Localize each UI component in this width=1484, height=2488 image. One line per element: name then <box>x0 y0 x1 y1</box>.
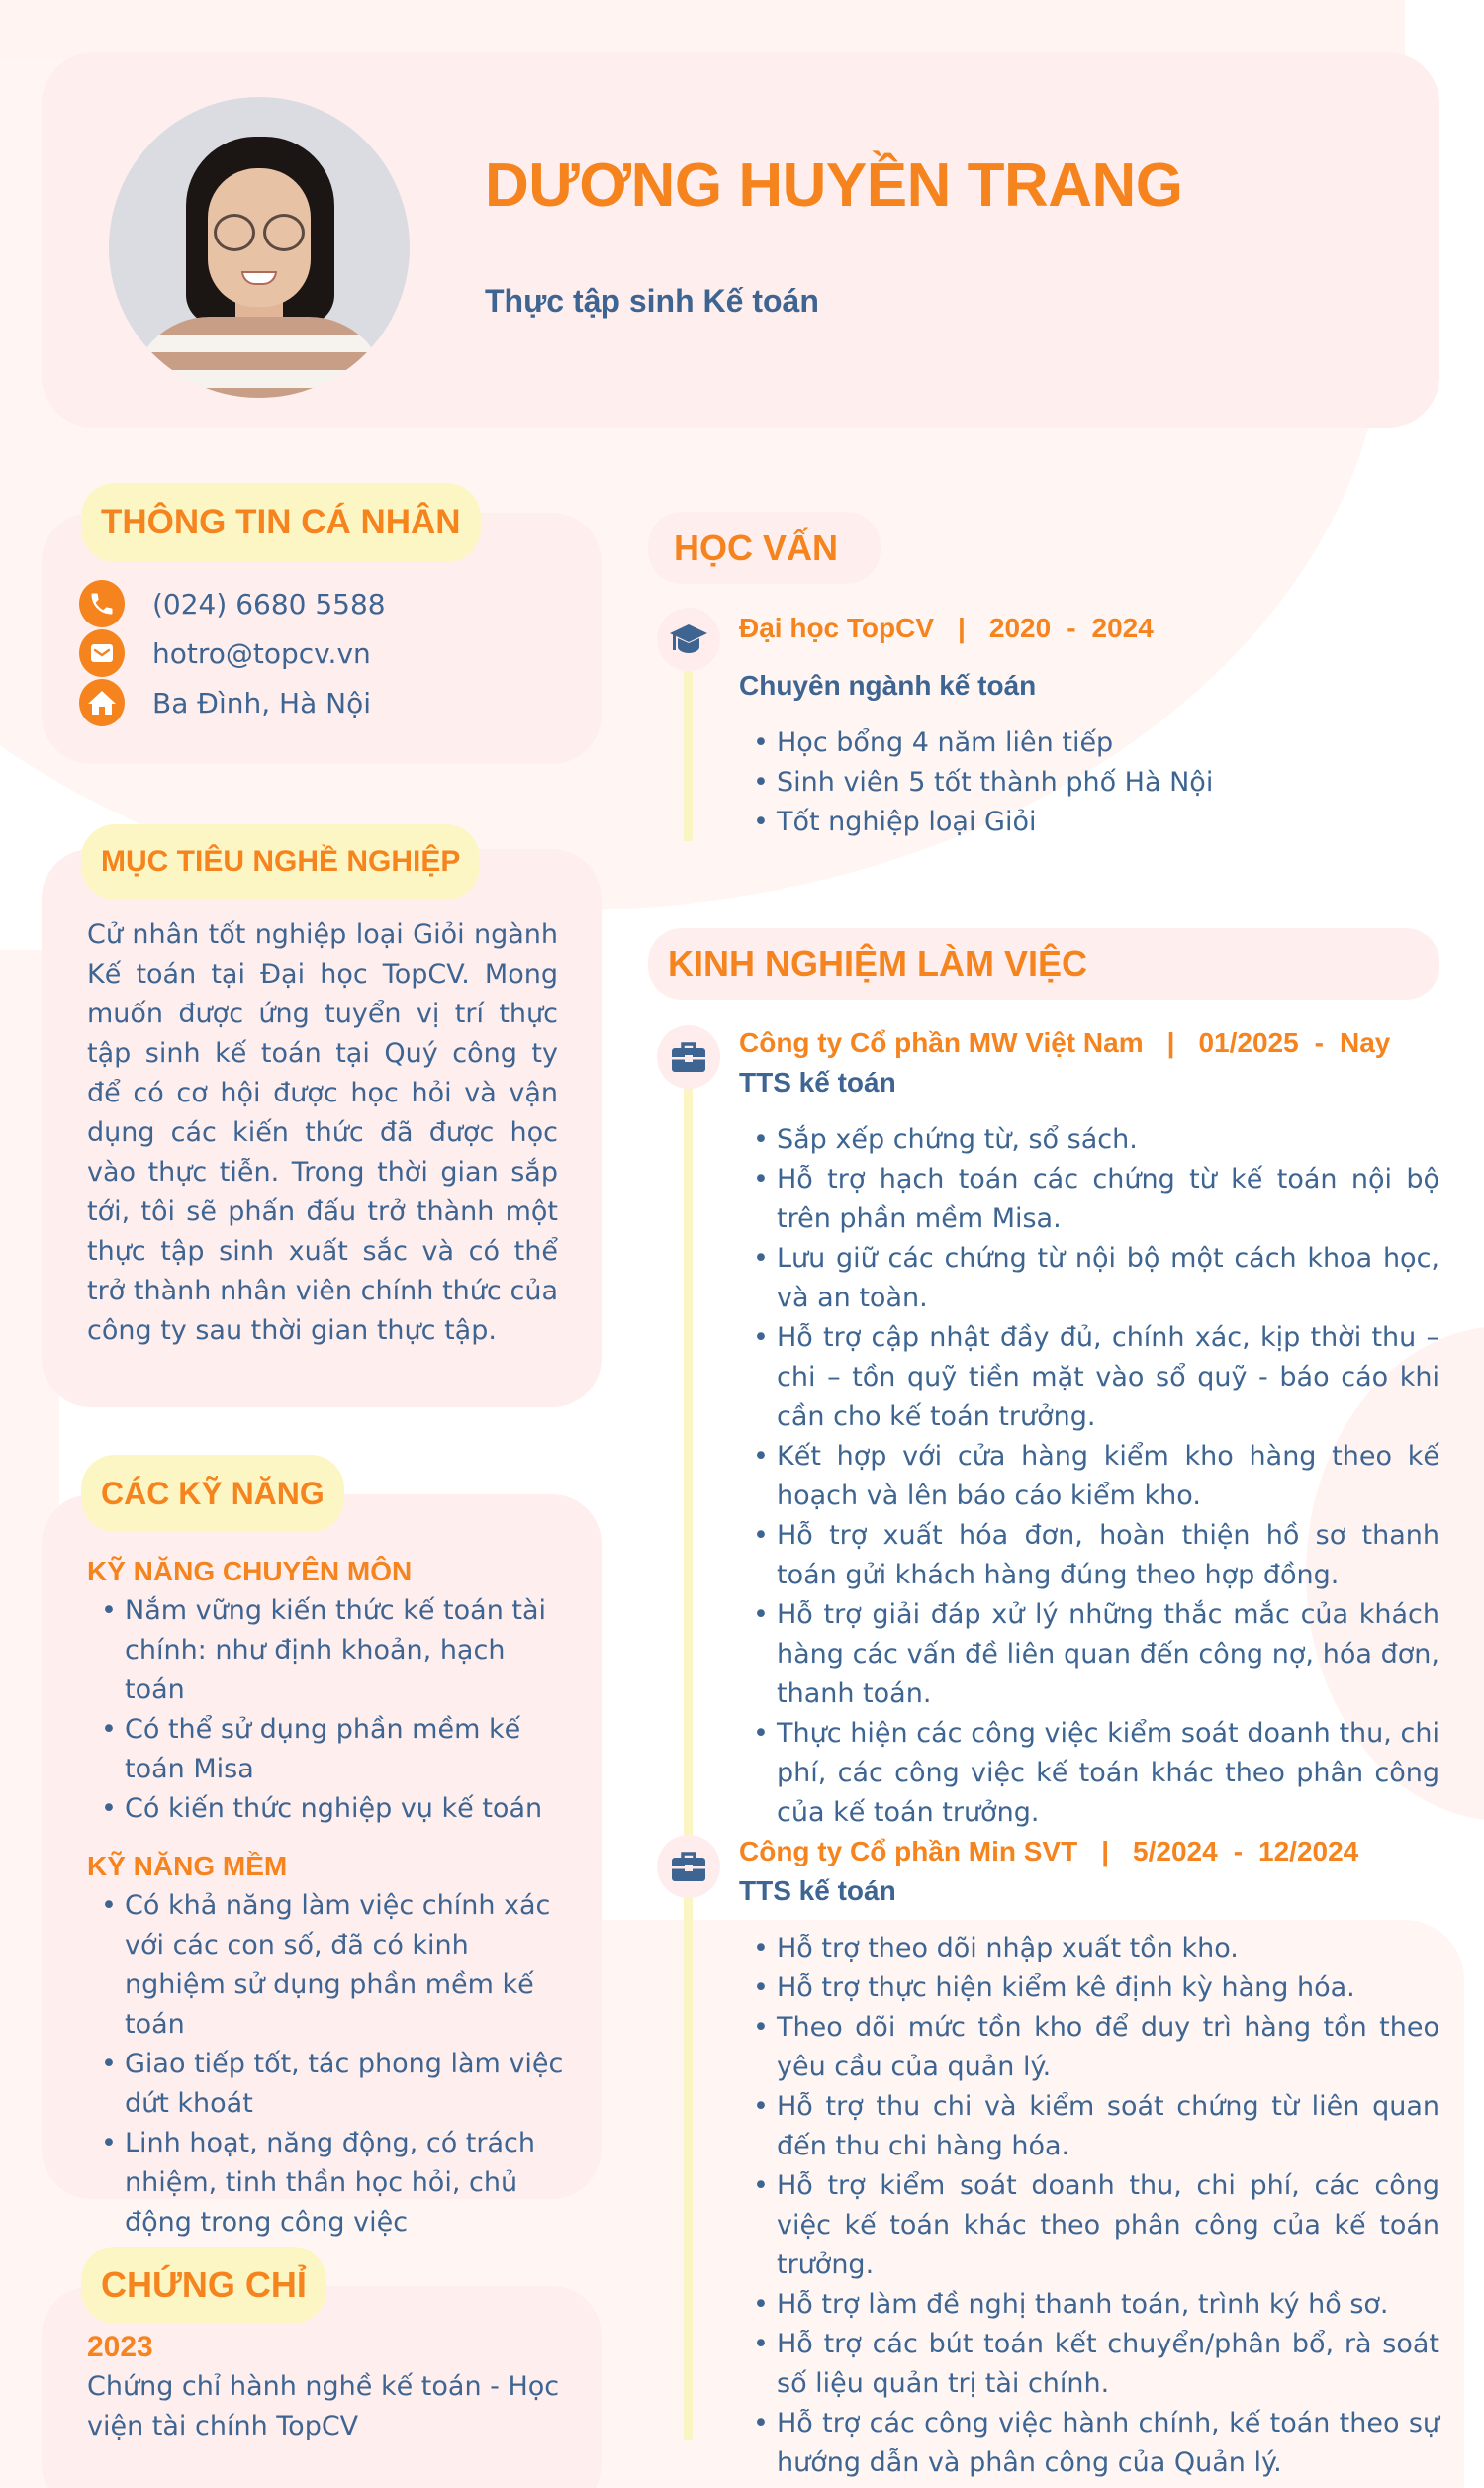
graduation-cap-icon <box>669 622 708 656</box>
list-item: • Hỗ trợ các bút toán kết chuyển/phân bổ, rà soát số liệu quản trị tài chính. <box>739 2325 1439 2404</box>
company-name: Công ty Cổ phần Min SVT <box>739 1836 1078 1866</box>
education-icon-badge <box>657 608 720 671</box>
experience-timeline-line <box>684 1069 693 2440</box>
contact-phone-value: (024) 6680 5588 <box>152 587 386 621</box>
separator: | <box>1101 1836 1110 1866</box>
list-item: • Hỗ trợ thực hiện kiểm kê định kỳ hàng hóa. <box>739 1968 1439 2008</box>
date-dash: - <box>1233 1836 1244 1866</box>
experience-entry-header <box>739 1023 1439 1063</box>
home-icon <box>79 679 125 726</box>
contact-email-value: hotro@topcv.vn <box>152 636 371 670</box>
certificate-year: 2023 <box>87 2331 153 2363</box>
start-date: 01/2025 <box>1198 1027 1299 1058</box>
list-item: • Hỗ trợ theo dõi nhập xuất tồn kho. <box>739 1929 1439 1968</box>
education-details <box>739 723 1439 842</box>
list-item: • Hỗ trợ giải đáp xử lý những thắc mắc của khách hàng các vấn đề liên quan đến công nợ, hóa đơn, thanh toán. <box>739 1595 1439 1714</box>
list-item: • Hỗ trợ xuất hóa đơn, hoàn thiện hồ sơ thanh toán gửi khách hàng đúng theo hợp đồng. <box>739 1516 1439 1595</box>
background-strip-top <box>0 0 1405 59</box>
contact-address-value: Ba Đình, Hà Nội <box>152 686 372 719</box>
list-item: • Hỗ trợ các công việc hành chính, kế toán theo sự hướng dẫn và phân công của Quản lý. <box>739 2404 1439 2483</box>
experience-details <box>739 1120 1439 1833</box>
list-item: • Sinh viên 5 tốt thành phố Hà Nội <box>739 763 1439 803</box>
school-name: Đại học TopCV <box>739 613 935 643</box>
separator: | <box>958 613 966 643</box>
list-item: • Có kiến thức nghiệp vụ kế toán <box>87 1789 572 1829</box>
end-date: 12/2024 <box>1258 1836 1359 1866</box>
list-item: • Hỗ trợ cập nhật đầy đủ, chính xác, kịp thời thu – chi – tồn quỹ tiền mặt vào sổ quỹ - báo cáo khi cần cho kế toán trưởng. <box>739 1318 1439 1437</box>
briefcase-icon <box>670 1850 707 1883</box>
contact-heading: THÔNG TIN CÁ NHÂN <box>81 483 481 562</box>
certificate-name: Chứng chỉ hành nghề kế toán - Học viện tài chính TopCV <box>87 2371 560 2441</box>
certificates-heading: CHỨNG CHỈ <box>81 2247 326 2324</box>
skills-group-title: KỸ NĂNG CHUYÊN MÔN <box>87 1556 413 1586</box>
experience-entry-header <box>739 1832 1439 1871</box>
list-item: • Theo dõi mức tồn kho để duy trì hàng tồn theo yêu cầu của quản lý. <box>739 2008 1439 2087</box>
list-item: • Sắp xếp chứng từ, sổ sách. <box>739 1120 1439 1160</box>
date-dash: - <box>1314 1027 1324 1058</box>
avatar-glasses-left <box>214 214 255 251</box>
date-dash: - <box>1067 613 1076 643</box>
education-entry-header <box>739 609 1439 648</box>
avatar-glasses-right <box>263 214 305 251</box>
list-item: • Tốt nghiệp loại Giỏi <box>739 803 1439 842</box>
experience-entry <box>739 1832 1439 2483</box>
email-icon <box>79 629 125 677</box>
end-year: 2024 <box>1091 613 1154 643</box>
contact-address <box>79 679 371 726</box>
list-item: • Hỗ trợ thu chi và kiểm soát chứng từ liên quan đến thu chi hàng hóa. <box>739 2087 1439 2166</box>
major: Chuyên ngành kế toán <box>739 670 1037 701</box>
list-item: • Linh hoạt, năng động, có trách nhiệm, tinh thần học hỏi, chủ động trong công việc <box>87 2124 572 2243</box>
list-item: • Có khả năng làm việc chính xác với các con số, đã có kinh nghiệm sử dụng phần mềm kế toán <box>87 1886 572 2045</box>
phone-icon <box>79 580 125 627</box>
list-item: • Nắm vững kiến thức kế toán tài chính: như định khoản, hạch toán <box>87 1591 572 1710</box>
job-role: TTS kế toán <box>739 1875 896 1906</box>
experience-heading: KINH NGHIỆM LÀM VIỆC <box>648 928 1439 1000</box>
avatar-shirt <box>131 317 388 398</box>
contact-phone <box>79 580 386 627</box>
experience-entry <box>739 1023 1439 1833</box>
certificate-item <box>87 2328 572 2446</box>
skills-list-soft <box>87 1886 572 2243</box>
list-item: • Thực hiện các công việc kiểm soát doanh thu, chi phí, các công việc kế toán khác theo phân công của kế toán trưởng. <box>739 1714 1439 1833</box>
candidate-name: DƯƠNG HUYỀN TRANG <box>485 151 1183 220</box>
education-heading: HỌC VẤN <box>648 512 881 584</box>
experience-icon-badge <box>657 1835 720 1898</box>
company-name: Công ty Cổ phần MW Việt Nam <box>739 1027 1144 1058</box>
list-item: • Hỗ trợ làm đề nghị thanh toán, trình ký hồ sơ. <box>739 2285 1439 2325</box>
experience-details <box>739 1929 1439 2483</box>
briefcase-icon <box>670 1040 707 1074</box>
list-item: • Giao tiếp tốt, tác phong làm việc dứt khoát <box>87 2045 572 2124</box>
list-item: • Hỗ trợ hạch toán các chứng từ kế toán nội bộ trên phần mềm Misa. <box>739 1160 1439 1239</box>
skills-group-title: KỸ NĂNG MỀM <box>87 1851 288 1881</box>
list-item: • Học bổng 4 năm liên tiếp <box>739 723 1439 763</box>
education-entry <box>739 609 1439 842</box>
candidate-title: Thực tập sinh Kế toán <box>485 283 819 319</box>
skills-heading: CÁC KỸ NĂNG <box>81 1455 344 1532</box>
start-year: 2020 <box>988 613 1052 643</box>
separator: | <box>1166 1027 1175 1058</box>
objective-heading: MỤC TIÊU NGHỀ NGHIỆP <box>81 824 480 900</box>
skills-list-professional <box>87 1591 572 1829</box>
start-date: 5/2024 <box>1133 1836 1218 1866</box>
experience-icon-badge <box>657 1025 720 1089</box>
objective-text: Cử nhân tốt nghiệp loại Giỏi ngành Kế toán tại Đại học TopCV. Mong muốn được ứng tuyển vị trí thực tập sinh kế toán tại Quý công ty để có cơ hội được học hỏi và vận dụng các kiến thức đã được học vào thực tiễn. Trong thời gian sắp tới, tôi sẽ phấn đấu trở thành một thực tập sinh xuất sắc và có thể trở thành nhân viên chính thức của công ty sau thời gian thực tập. <box>87 919 558 1346</box>
skills-body <box>87 1552 572 2260</box>
avatar <box>109 97 410 398</box>
list-item: • Kết hợp với cửa hàng kiểm kho hàng theo kế hoạch và lên báo cáo kiểm kho. <box>739 1437 1439 1516</box>
end-date: Nay <box>1340 1027 1391 1058</box>
job-role: TTS kế toán <box>739 1067 896 1098</box>
list-item: • Có thể sử dụng phần mềm kế toán Misa <box>87 1710 572 1789</box>
list-item: • Hỗ trợ kiểm soát doanh thu, chi phí, các công việc kế toán khác theo phân công của kế toán trưởng. <box>739 2166 1439 2285</box>
contact-email <box>79 629 371 677</box>
education-timeline-line <box>684 663 693 841</box>
list-item: • Lưu giữ các chứng từ nội bộ một cách khoa học, và an toàn. <box>739 1239 1439 1318</box>
